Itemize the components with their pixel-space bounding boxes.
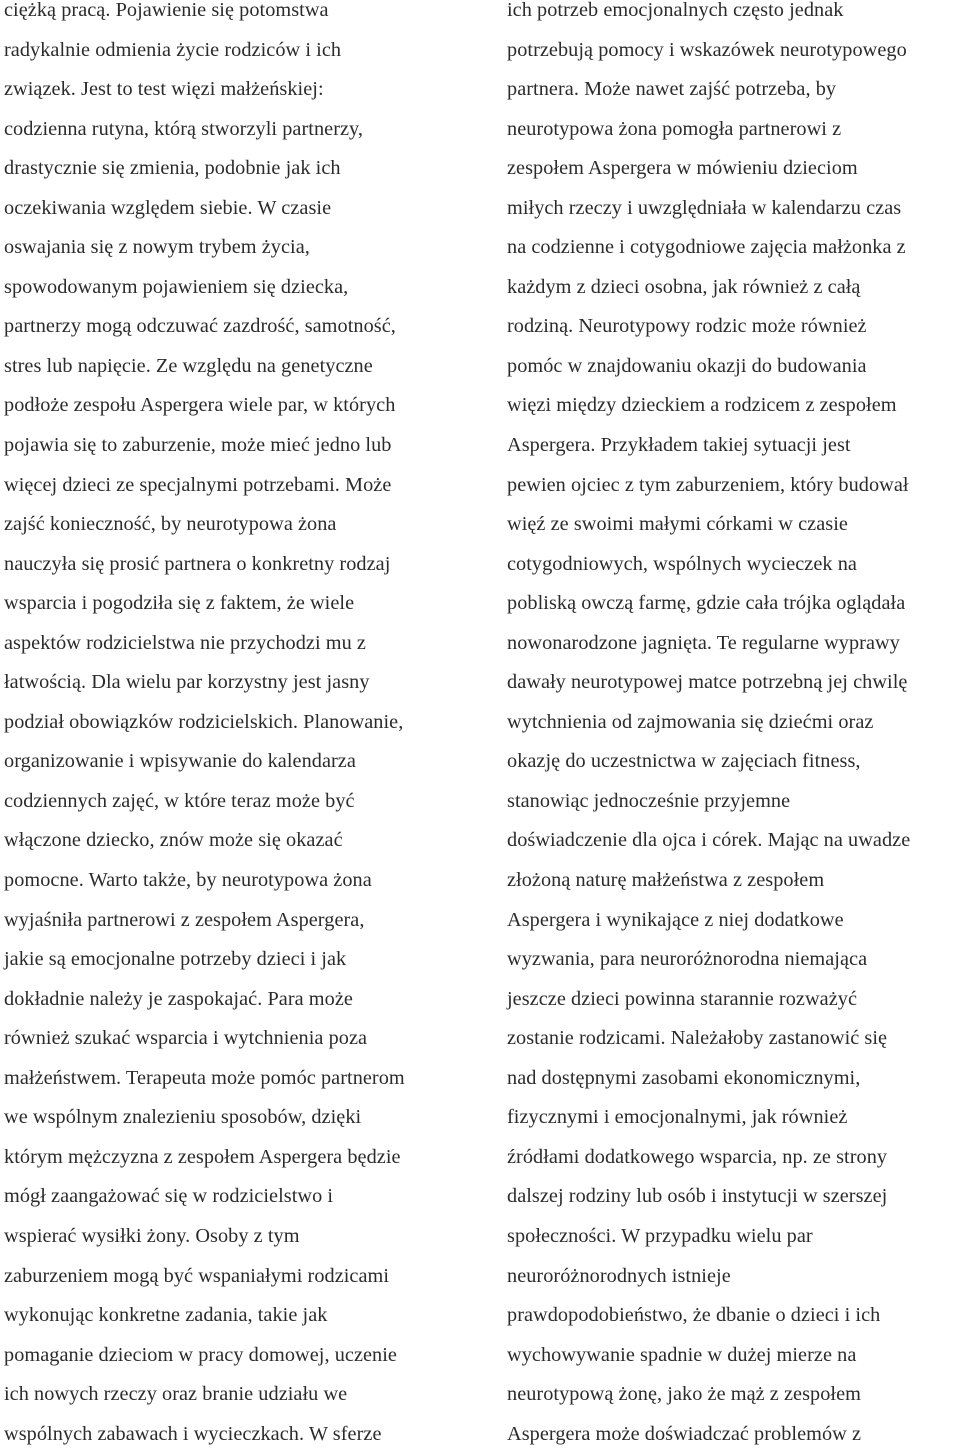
text-line: neuroróżnorodnych istnieje	[507, 1264, 731, 1287]
text-line: dawały neurotypowej matce potrzebną jej chwilę	[507, 671, 908, 694]
text-line: ich potrzeb emocjonalnych często jednak	[507, 0, 844, 21]
right-text-column	[507, 0, 960, 1454]
text-line: społeczności. W przypadku wielu par	[507, 1224, 813, 1247]
text-line: codziennych zajęć, w które teraz może być	[4, 789, 355, 812]
text-line: fizycznymi i emocjonalnymi, jak również	[507, 1106, 848, 1129]
text-line: zaburzeniem mogą być wspaniałymi rodzicami	[4, 1264, 390, 1287]
text-line: pewien ojciec z tym zaburzeniem, który budował	[507, 473, 909, 496]
text-line: włączone dziecko, znów może się okazać	[4, 829, 343, 852]
text-line: pomaganie dzieciom w pracy domowej, uczenie	[4, 1343, 397, 1366]
text-line: każdym z dzieci osobna, jak również z całą	[507, 275, 861, 298]
text-line: okazję do uczestnictwa w zajęciach fitness,	[507, 750, 861, 773]
text-line: zostanie rodzicami. Należałoby zastanowić się	[507, 1027, 888, 1050]
text-line: jakie są emocjonalne potrzeby dzieci i jak	[4, 948, 347, 971]
text-line: ich nowych rzeczy oraz branie udziału we	[4, 1383, 348, 1406]
text-line: codzienna rutyna, którą stworzyli partnerzy,	[4, 117, 364, 140]
text-line: zespołem Aspergera w mówieniu dzieciom	[507, 157, 858, 180]
text-line: podział obowiązków rodzicielskich. Planowanie,	[4, 710, 404, 733]
text-line: partnerzy mogą odczuwać zazdrość, samotność,	[4, 315, 396, 338]
text-line: łatwością. Dla wielu par korzystny jest jasny	[4, 671, 370, 694]
text-line: organizowanie i wpisywanie do kalendarza	[4, 750, 356, 773]
text-line: źródłami dodatkowego wsparcia, np. ze strony	[507, 1145, 888, 1168]
text-line: wyzwania, para neuroróżnorodna niemająca	[507, 948, 868, 971]
text-line: aspektów rodzicielstwa nie przychodzi mu z	[4, 631, 366, 654]
text-line: ciężką pracą. Pojawienie się potomstwa	[4, 0, 329, 21]
text-line: stres lub napięcie. Ze względu na genetyczne	[4, 354, 373, 377]
text-line: zajść konieczność, by neurotypowa żona	[4, 513, 337, 536]
text-line: nauczyła się prosić partnera o konkretny rodzaj	[4, 552, 391, 575]
text-line: więzi między dzieckiem a rodzicem z zespołem	[507, 394, 897, 417]
text-line: mógł zaangażować się w rodzicielstwo i	[4, 1185, 334, 1208]
text-line: pobliską owczą farmę, gdzie cała trójka oglądała	[507, 592, 906, 615]
text-line: nowonarodzone jagnięta. Te regularne wyprawy	[507, 631, 900, 654]
text-line: wspierać wysiłki żony. Osoby z tym	[4, 1224, 300, 1247]
text-line: wsparcia i pogodziła się z faktem, że wiele	[4, 592, 355, 615]
text-line: we wspólnym znalezieniu sposobów, dzięki	[4, 1106, 362, 1129]
text-line: wyjaśniła partnerowi z zespołem Aspergera,	[4, 908, 365, 931]
text-line: neurotypową żonę, jako że mąż z zespołem	[507, 1383, 861, 1406]
text-line: podłoże zespołu Aspergera wiele par, w których	[4, 394, 396, 417]
text-line: więcej dzieci ze specjalnymi potrzebami. Może	[4, 473, 392, 496]
left-text-column	[4, 0, 474, 1454]
text-line: pomocne. Warto także, by neurotypowa żona	[4, 869, 372, 892]
text-line: wychowywanie spadnie w dużej mierze na	[507, 1343, 857, 1366]
text-line: złożoną naturę małżeństwa z zespołem	[507, 869, 825, 892]
text-line: rodziną. Neurotypowy rodzic może również	[507, 315, 867, 338]
text-line: dokładnie należy je zaspokajać. Para może	[4, 987, 353, 1010]
text-line: Aspergera i wynikające z niej dodatkowe	[507, 908, 844, 931]
text-line: oczekiwania względem siebie. W czasie	[4, 196, 332, 219]
text-line: Aspergera. Przykładem takiej sytuacji jest	[507, 434, 851, 457]
text-line: spowodowanym pojawieniem się dziecka,	[4, 275, 349, 298]
text-line: którym mężczyzna z zespołem Aspergera będzie	[4, 1145, 401, 1168]
text-line: jeszcze dzieci powinna starannie rozważyć	[507, 987, 858, 1010]
text-line: cotygodniowych, wspólnych wycieczek na	[507, 552, 857, 575]
text-line: potrzebują pomocy i wskazówek neurotypowego	[507, 38, 907, 61]
text-line: również szukać wsparcia i wytchnienia poza	[4, 1027, 368, 1050]
text-line: drastycznie się zmienia, podobnie jak ich	[4, 157, 341, 180]
text-line: nad dostępnymi zasobami ekonomicznymi,	[507, 1066, 861, 1089]
text-line: związek. Jest to test więzi małżeńskiej:	[4, 78, 324, 101]
text-line: Aspergera może doświadczać problemów z	[507, 1422, 862, 1445]
text-line: więź ze swoimi małymi córkami w czasie	[507, 513, 848, 536]
text-line: na codzienne i cotygodniowe zajęcia małżonka z	[507, 236, 906, 259]
text-line: neurotypowa żona pomogła partnerowi z	[507, 117, 842, 140]
text-line: wykonując konkretne zadania, takie jak	[4, 1304, 328, 1327]
text-line: stanowiąc jednocześnie przyjemne	[507, 789, 791, 812]
text-line: miłych rzeczy i uwzględniała w kalendarzu czas	[507, 196, 902, 219]
text-line: partnera. Może nawet zajść potrzeba, by	[507, 78, 837, 101]
text-line: doświadczenie dla ojca i córek. Mając na uwadze	[507, 829, 911, 852]
text-line: wytchnienia od zajmowania się dziećmi oraz	[507, 710, 874, 733]
text-line: oswajania się z nowym trybem życia,	[4, 236, 310, 259]
text-line: prawdopodobieństwo, że dbanie o dzieci i ich	[507, 1304, 881, 1327]
text-line: małżeństwem. Terapeuta może pomóc partnerom	[4, 1066, 405, 1089]
text-line: wspólnych zabawach i wycieczkach. W sferze	[4, 1422, 382, 1445]
text-line: pojawia się to zaburzenie, może mieć jedno lub	[4, 434, 392, 457]
text-line: pomóc w znajdowaniu okazji do budowania	[507, 354, 867, 377]
text-line: dalszej rodziny lub osób i instytucji w szerszej	[507, 1185, 888, 1208]
text-line: radykalnie odmienia życie rodziców i ich	[4, 38, 342, 61]
